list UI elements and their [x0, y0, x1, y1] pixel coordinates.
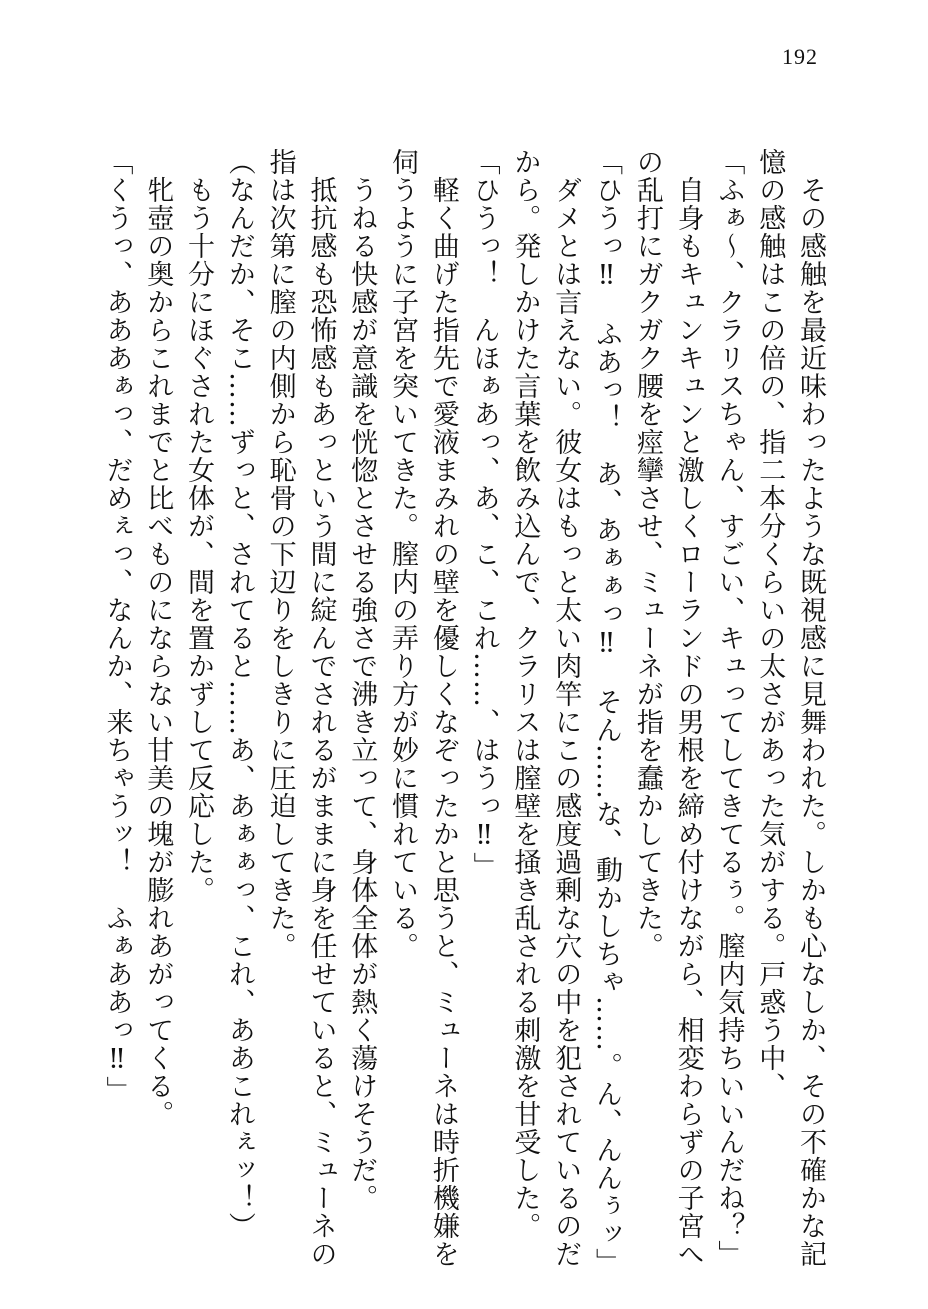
text-line: の乱打にガクガク腰を痙攣させ、ミューネが指を蠢かしてきた。	[631, 148, 663, 960]
text-line: 牝壺の奥からこれまでと比べものにならない甘美の塊が膨れあがってくる。	[142, 148, 174, 1128]
text-line: もう十分にほぐされた女体が、間を置かずして反応した。	[183, 148, 215, 904]
text-line: 「ふぁ〜、クラリスちゃん、すごい、キュってしてきてるぅ。膣内気持ちいいんだね？」	[713, 148, 745, 1268]
text-line: 「ひうっ！ んほぁあっ、あ、こ、これ……、はうっ‼」	[468, 148, 500, 880]
text-line: 自身もキュンキュンと激しくローランドの男根を締め付けながら、相変わらずの子宮へ	[672, 148, 704, 1268]
text-line: うねる快感が意識を恍惚とさせる強さで沸き立って、身体全体が熱く蕩けそうだ。	[346, 148, 378, 1212]
text-line: 伺うように子宮を突いてきた。膣内の弄り方が妙に慣れている。	[387, 148, 419, 960]
text-line: （なんだか、そこ……ずっと、されてると……あ、あぁぁっ、これ、ああこれぇッ！）	[223, 148, 255, 1240]
text-line: 「ひうっ‼ ふあっ！ あ、あぁぁっ‼ そん……な、動かしちゃ……。ん、んんぅッ」	[591, 148, 623, 1276]
page-number: 192	[782, 44, 818, 69]
text-line: 「くうっ、あああぁっ、だめぇっ、なんか、来ちゃうッ！ ふぁああっ‼」	[101, 148, 133, 1104]
body-text	[96, 148, 830, 1276]
text-line: から。発しかけた言葉を飲み込んで、クラリスは膣壁を掻き乱される刺激を甘受した。	[509, 148, 541, 1240]
text-line: その感触を最近味わったような既視感に見舞われた。しかも心なしか、その不確かな記	[795, 148, 826, 1268]
text-line: ダメとは言えない。彼女はもっと太い肉竿にこの感度過剰な穴の中を犯されているのだ	[550, 148, 582, 1268]
text-line: 抵抗感も恐怖感もあっという間に綻んでされるがままに身を任せていると、ミューネの	[305, 148, 337, 1268]
text-line: 指は次第に膣の内側から恥骨の下辺りをしきりに圧迫してきた。	[264, 148, 296, 960]
text-line: 軽く曲げた指先で愛液まみれの壁を優しくなぞったかと思うと、ミューネは時折機嫌を	[427, 148, 459, 1268]
text-line: 憶の感触はこの倍の、指二本分くらいの太さがあった気がする。戸惑う中、	[754, 148, 786, 1100]
